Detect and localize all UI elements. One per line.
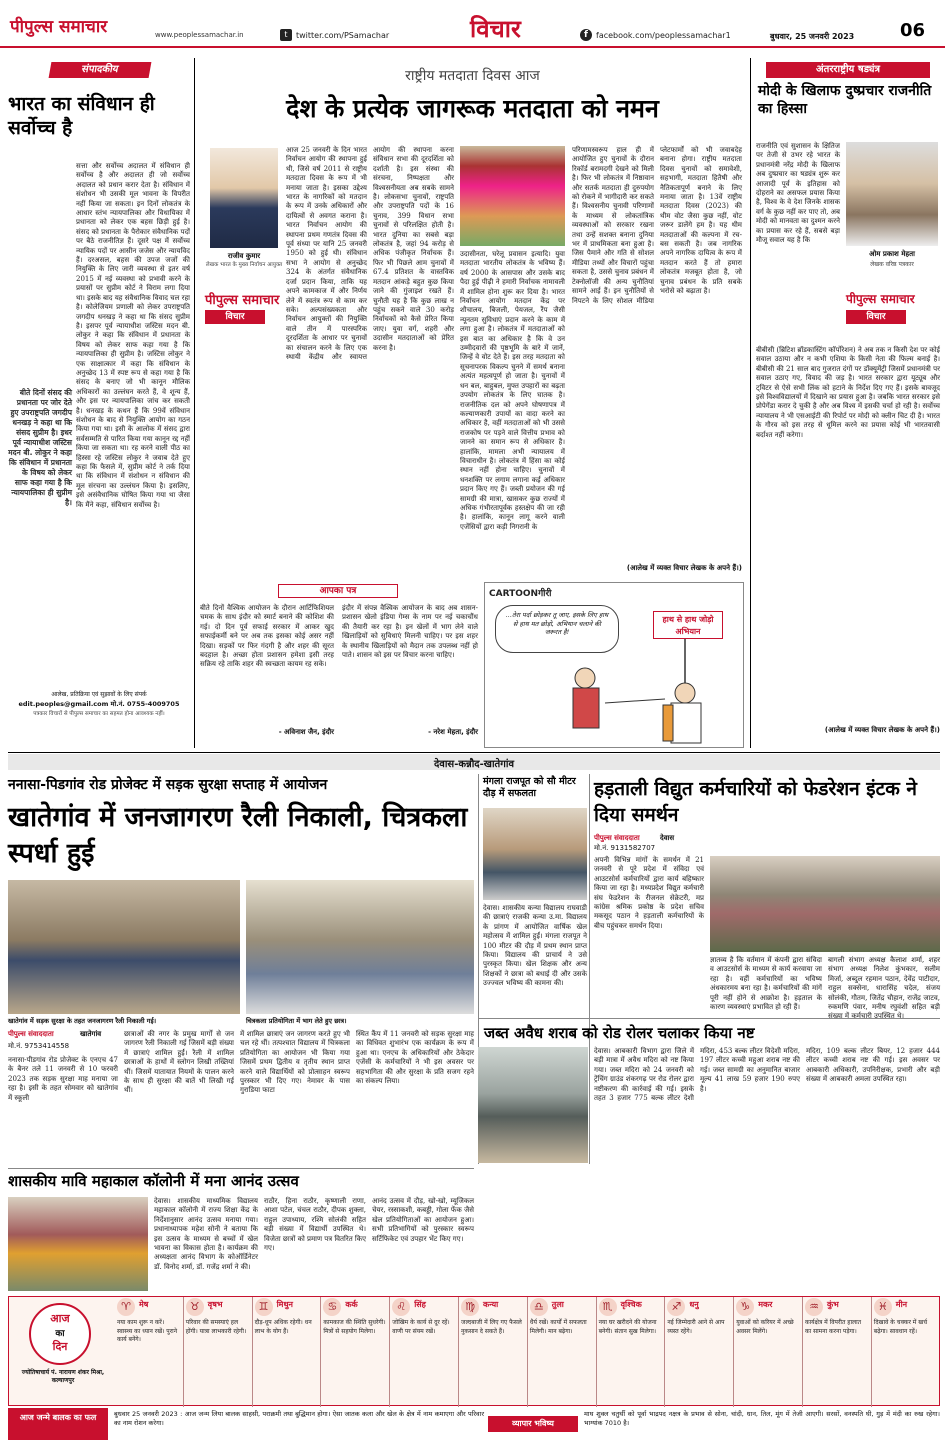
story4-body: देवास। आबकारी विभाग द्वारा जिले में बड़ी मात्रा में अवैध मदिरा को नष्ट किया गया। जब्त मदिरा को 24 जनवरी को ट्रेंचिंग ग्राउंड शंकरगढ़ पर रोड रोलर द्वारा नष्टीकरण की कार्रवाई की गई। इसके तहत 3 हजार 775 बल्क लीटर देशी मदिरा, 453 बल्क लीटर विदेशी मदिरा, 197 लीटर कच्ची महुआ शराब नष्ट की गई। जब्त सामग्री का अनुमानित बाजार मूल्य 41 लाख 59 हजार 190 रुपए है।: [594, 1047, 800, 1103]
region-bar: [8, 754, 940, 770]
zodiac-name: मिथुन: [276, 1300, 294, 1309]
zodiac-name: मेष: [139, 1300, 149, 1309]
story4-col2: मदिरा, 109 बल्क लीटर बियर, 12 हजार 444 लीटर कच्ची शराब नष्ट की गई। इस अवसर पर आबकारी अधिकारी, उपनिरीक्षक, प्रभारी और बड़ी संख्या में आबकारी अमला उपस्थित रहा।: [806, 1047, 940, 1084]
zodiac-text: जोखिम के कार्य से दूर रहें। वाणी पर संयम रखें।: [392, 1319, 450, 1335]
story2-body: देवास। शासकीय कन्या विद्यालय राघवाडी की छात्राएं राजकी कन्या उ.मा. विद्यालय के प्रांगण में आयोजित वार्षिक खेल महोत्सव में शामिल हुईं। मंगला राजपूत ने 100 मीटर की दौड़ में प्रथम स्थान प्राप्त किया। विद्यालय की प्राचार्य ने उसे पुरस्कृत किया। खेल शिक्षक और अन्य शिक्षकों ने छात्रा को बधाई दी और उसके उज्ज्वल भविष्य की कामना की।: [483, 904, 587, 988]
story-5: [8, 1168, 474, 1292]
editorial-disclaimer: पत्रकार विचारों से पीपुल्स समाचार का सहमत होना आवश्यक नहीं।: [33, 711, 165, 717]
international-tag: अंतरराष्ट्रीय षड्यंत्र: [766, 62, 930, 78]
voters-queue-photo: [460, 146, 565, 246]
website-link[interactable]: www.peoplessamachar.in: [155, 31, 244, 39]
editorial-footer-1: आलेख, प्रतिक्रिया एवं सुझावों के लिए संपर्क: [51, 691, 147, 698]
int-brand-tag: विचार: [846, 310, 906, 324]
editorial-title: भारत का संविधान ही सर्वोच्च है: [8, 93, 155, 139]
zodiac-kumbh: [803, 1297, 872, 1407]
today-label-2: का: [55, 1329, 65, 1339]
zodiac-text: कार्यक्षेत्र में विपरीत हालात का सामना करना पड़ेगा।: [805, 1319, 862, 1335]
lead-kicker: राष्ट्रीय मतदाता दिवस आज: [405, 68, 540, 84]
zodiac-tula: [528, 1297, 597, 1407]
story1-title: खातेगांव में जनजागरण रैली निकाली, चित्रकला स्पर्धा हुई: [8, 802, 468, 869]
zodiac-name: सिंह: [414, 1300, 426, 1309]
letters-tag: आपका पत्र: [278, 584, 398, 598]
story1-col4: स्थित कैंप में 11 जनवरी को सड़क सुरक्षा माह का विधिवत शुभारंभ एक कार्यक्रम के रूप में हुआ था। एनएच के अधिकारियों और ठेकेदार एजेंसी के कर्मचारियों ने भी इस अवसर पर सहभागिता की और सुरक्षा के प्रति सजग रहने का संकल्प लिया।: [356, 1030, 474, 1086]
story1-phone: मो.नं. 9753414558: [8, 1042, 70, 1050]
zodiac-text: दौड़-धूप अधिक रहेगी। धन लाभ के योग हैं।: [254, 1319, 312, 1335]
cartoon-sign: हाथ से हाथ जोड़ो अभियान: [653, 611, 723, 639]
story3-col3: बागली संभाग अध्यक्ष कैलाश शर्मा, शहर संभाग अध्यक्ष निलेश कुंभकार, सलीम मिर्जा, अब्दुल रहमान पठान, देवेंद्र पाटीदार, राहुल सक्सेना, धारासिंह चदेल, संजय सोलंकी, गौतम, जितेंद्र चौहान, राजेंद्र जाटव, रुकमणि पंवार, मनीष रघुवंशी सहित बड़ी संख्या में कर्मचारी उपस्थित थे।: [828, 956, 940, 1021]
aquarius-icon: ♒: [805, 1298, 823, 1316]
rally-caption: खातेगांव में सड़क सुरक्षा के तहत जनजागरण रैली निकाली गई।: [8, 1017, 157, 1025]
editorial-pullquote: बीते दिनों संसद की प्रधानता पर जोर देते हुए उपराष्ट्रपति जगदीप धनखड़ ने कहा था कि संसद सुप्रीम है। इधर पूर्व न्यायाधीश जस्टिस मदन बी. लोकुर ने कहा कि संविधान में प्रधानता के विषय को लेकर साफ कहा गया है कि न्यायपालिका ही सुप्रीम है।: [8, 388, 72, 507]
story3-col1: अपनी विभिन्न मांगों के समर्थन में 21 जनवरी से पूरे प्रदेश में संविदा एवं आउटसोर्स कर्मचारियों द्वारा कार्य बहिष्कार किया जा रहा है। मध्यप्रदेश विद्युत कर्मचारी संघ फेडरेशन के रीजनल सेक्रेटरी, मप्र कांग्रेस श्रमिक प्रकोष्ठ के प्रदेश सचिव मकसूद पठान ने हड़ताली कर्मचारियों के बीच पहुंचकर समर्थन दिया।: [594, 856, 704, 930]
story3-phone: मो.नं. 9131582707: [594, 844, 656, 852]
zodiac-name: वृषभ: [207, 1300, 223, 1309]
story3-byline: पीपुल्स संवाददाता: [594, 834, 640, 842]
section-title: विचार: [470, 15, 521, 43]
story1-byline: पीपुल्स संवाददाता: [8, 1030, 54, 1038]
masthead: [0, 0, 945, 48]
author-photo: [210, 148, 278, 248]
lead-brand-tag: विचार: [205, 310, 265, 324]
page-number: 06: [900, 20, 926, 41]
int-author-role: लेखक वरिष्ठ पत्रकार: [870, 261, 914, 268]
scorpio-icon: ♏: [599, 1298, 617, 1316]
region-title: देवास-कन्नौद-खातेगांव: [433, 759, 515, 770]
lead-column-3: परिणामस्वरूप हाल ही में आयोजित हुए चुनावों के दौरान रिकॉर्ड बरामदगी देखने को मिली है। फिर भी लोकतंत्र में निष्ठावान और सतर्क मतदाता ही दुरुपयोग को रोकने में भागीदारी कर सकते हैं। विश्वसनीय चुनावी परिणामों के माध्यम से लोकतांत्रिक व्यवस्थाओं को सरकार रखना तथा उन्हें सशक्त बनाना दुनिया भर में प्राथमिकता बना हुआ है। जिस पैमाने और गति से सोशल मीडिया तथ्यों और विचारों पहुंचा सकता है, उससे चुनाव प्रबंधन में टेक्नोलॉजी की अन्य चुनौतियां सामने आई हैं। इन चुनौतियों से निपटने के लिए सोशल मीडिया प्लेटफार्मों को भी जवाबदेह बनाना होगा। राष्ट्रीय मतदाता दिवस चुनावों को समावेशी, सहभागी, मतदाता हितैषी और नैतिकतापूर्ण बनाने के लिए मनाया जाता है। 13वें राष्ट्रीय मतदाता दिवस (2023) की थीम वोट जैसा कुछ नहीं, वोट जरूर डालेंगे हम है। यह थीम मतदाताओं की कल्पना में रच-बस सकती है। जब नागरिक अपने नागरिक दायित्व के रूप में मतदान करते हैं तो हमारा लोकतंत्र मजबूत होता है, जो चुनाव प्रबंधन के प्रति सबके भरोसे को बढ़ाता है।: [572, 146, 742, 305]
cartoon-drawing: [485, 583, 745, 749]
birth-label: आज जन्मे बालक का फल: [8, 1408, 108, 1440]
rally-photo: [8, 880, 240, 1014]
story-1: [8, 774, 474, 1164]
zodiac-text: धैर्य रखें। कार्यों में सफलता मिलेगी। मान बढ़ेगा।: [529, 1319, 587, 1335]
aries-icon: ♈: [117, 1298, 135, 1316]
today-label-3: दिन: [52, 1340, 68, 1353]
international-col-a: राजनीति एवं सुशासन के क्षितिज पर तेजी से उभर रहे भारत के प्रधानमंत्री नरेंद्र मोदी के खिलाफ अब दुष्प्रचार का षड्यंत्र शुरू कर आजादी पूर्व के इतिहास को दोहराने का असफल प्रयास किया है, विश्व के वे देश जिनके शासक वर्ग के कुछ नहीं कर पाए तो, अब मोदी को मानवता का दुश्मन करने का प्रयास कर रहे हैं, सबसे बड़ा मौजू सवाल यह है कि: [756, 142, 840, 245]
zodiac-text: नई जिम्मेदारी आने से आप व्यस्त रहेंगे।: [667, 1319, 725, 1335]
letter-1: बीते दिनों वैश्विक आयोजन के दौरान आर्टिफिशियल चमक के साथ इंदौर को स्मार्ट बनाने की कोशिश की गई। दो दिन पूर्व सफाई सरकार में आकर खुद सफाईकर्मी बने पर अब तक इसका कोई असर नहीं दिखा। सड़कों पर फिर गंदगी है और शहर की सूरत बदहाल है। अच्छा होता प्रशासन हमेशा इसी तरह सक्रिय रहे ताकि शहर की स्वच्छता कायम रह सके।: [200, 604, 334, 669]
twitter-icon: t: [280, 29, 292, 41]
zodiac-meen: [872, 1297, 941, 1407]
zodiac-vrishabh: [184, 1297, 253, 1407]
gemini-icon: ♊: [255, 1298, 273, 1316]
international-section: [756, 58, 940, 748]
letters-section: [200, 582, 478, 748]
story1-col3: में शामिल छात्राएं जन जागरण करते हुए भी चल रहे थीं। तत्पश्चात विद्यालय में चित्रकला प्रतियोगिता का आयोजन भी किया गया जिसमें प्रथम द्वितीय व तृतीय स्थान प्राप्त करने वाले विद्यार्थियों को प्रोत्साहन स्वरूप पुरस्कार भी दिए गए। नेमावर के पास गुराडिया फाटा: [240, 1030, 350, 1095]
letter-2-sign: - नरेश मेहता, इंदौर: [428, 728, 478, 736]
lead-closing: (आलेख में व्यक्त विचार लेखक के अपने हैं।): [626, 564, 742, 572]
today-badge: [29, 1303, 91, 1365]
story1-place: खातेगांव: [80, 1030, 102, 1038]
facebook-link[interactable]: facebook.com/peoplessamachar1: [596, 31, 731, 40]
editorial-tag: संपादकीय: [49, 62, 152, 78]
libra-icon: ♎: [530, 1298, 548, 1316]
letter-2: इंदौर में संपन्न वैश्विक आयोजन के बाद अब शासन-प्रशासन खेलो इंडिया गेम्स के नाम पर नई चकाचौंध की तैयारी कर रहा है। इन खेलों में भाग लेने वाले खिलाड़ियों को सुविधाएं मिलनी चाहिए। पर इस शहर के स्थानीय खिलाड़ियों को मैदान तक उपलब्ध नहीं हो पाते। शासन को इस पर विचार करना चाहिए।: [342, 604, 478, 660]
capricorn-icon: ♑: [736, 1298, 754, 1316]
cartoon-bubble: ...तेरा पर्दा छोड़कर तू जाए, इसके लिए हाथ से हाथ मत छोड़ो, अभियान चलाने की जरूरत है!: [495, 605, 619, 653]
zodiac-text: दिखावे के चक्कर में खर्च बढ़ेगा। सावधान रहें।: [873, 1319, 928, 1335]
story1-kicker: ननासा-पिडगांव रोड प्रोजेक्ट में सड़क सुरक्षा सप्ताह में आयोजन: [8, 777, 328, 793]
story3-title: हड़ताली विद्युत कर्मचारियों को फेडरेशन इंटक ने दिया समर्थन: [594, 778, 917, 826]
zodiac-mesh: [115, 1297, 184, 1407]
leo-icon: ♌: [392, 1298, 410, 1316]
author-role: लेखक भारत के मुख्य निर्वाचन आयुक्त: [205, 262, 283, 268]
taurus-icon: ♉: [186, 1298, 204, 1316]
story1-col1: ननासा-पीडगांव रोड प्रोजेक्ट के एनएच 47 के बैनर तले 11 जनवरी से 10 फरवरी 2023 तक सड़क सुरक्षा माह मनाया जा रहा है। इसी के तहत सोमवार को खातेगांव में स्कूली: [8, 1056, 118, 1102]
zodiac-makar: [734, 1297, 803, 1407]
story3-place: देवास: [660, 834, 675, 842]
lead-column-2: उदासीनता, घरेलू प्रवासन इत्यादि। युवा मतदाता भारतीय लोकतंत्र के भविष्य हैं। वर्ष 2000 के आसपास और उसके बाद पैदा हुई पीढ़ी ने हमारी निर्वाचक नामावली में शामिल होना शुरू कर दिया है। भारत निर्वाचन आयोग मतदान केंद्र पर शौचालय, बिजली, पेयजल, रैंप जैसी न्यूनतम सुविधाएं प्रदान करने के काम में लगा हुआ है। लोकतंत्र में मतदाताओं को इस बात का अधिकार है कि वे उन उम्मीदवारों की पृष्ठभूमि के बारे में जानें, जिन्हें वे वोट देते हैं। इस तरह मतदाता को सूचनापरक विकल्प चुनने में समर्थ बनाना अत्यंत महत्वपूर्ण हो जाता है। चुनावों में धन बल, बाहुबल, मुफ्त उपहारों का बढ़ता उपयोग लोकतंत्र के लिए घातक है। राजनीतिक दल को अपने घोषणापत्र में कल्याणकारी उपायों का वादा करने का अधिकार है, वहीं मतदाताओं को भी उससे राजकोष पर पड़ने वाले वित्तीय प्रभाव को जानने का समान रूप से अधिकार है। हालांकि, मामला अभी न्यायालय में विचाराधीन है। लोकतंत्र में हिंसा का कोई स्थान नहीं होना चाहिए। चुनावों में धनशक्ति पर लगाम लगाना कई अधिकार प्रदान किए गए हैं। जब्ती प्रयोजन की गई सामग्री की मात्रा, खासकर कुछ राज्यों में अधिक गंभीरतापूर्वक हस्तक्षेप की जा रही है। हालांकि, कानून लागू करने वाली एजेंसियों द्वारा कड़ी निगरानी के: [460, 250, 565, 531]
int-brand: पीपुल्स समाचार: [846, 292, 915, 306]
drawing-caption: चित्रकला प्रतियोगिता में भाग लेते हुए छात्र।: [246, 1017, 347, 1025]
om-prakash-photo: [846, 142, 938, 246]
zodiac-text: नया घर खरीदने की योजना बनेगी। संतान सुख मिलेगा।: [598, 1319, 657, 1335]
runner-photo: [483, 808, 587, 900]
story2-title: मंगला राजपूत को सौ मीटर दौड़ में सफलता: [483, 776, 576, 799]
zodiac-name: कन्या: [483, 1300, 499, 1309]
strike-photo: [710, 856, 940, 952]
zodiac-mithun: [253, 1297, 322, 1407]
international-col-b: बीबीसी (ब्रिटिश ब्रॉडकास्टिंग कॉर्पोरेशन) ने अब तक न किसी देश पर कोई सवाल उठाया और न कभी एशिया के किसी नेता की फिल्म बनाई है। बीबीसी की 21 साल बाद गुजरात दंगों पर डॉक्यूमेंट्री जिसमें प्रधानमंत्री पर सवाल उठाए गए, विवाद की जड़ है। भारत सरकार द्वारा यूट्यूब और ट्विटर से ऐसे सभी लिंक को हटाने के निर्देश दिए गए हैं। इसके बावजूद इसे विश्वविद्यालयों में दिखाने का प्रयास हुआ है। जबकि भारत सरकार इसे प्रोपेगेंडा करार दे चुकी है और अब विश्व में इसकी चर्चा हो रही है। सर्वोच्च न्यायालय ने भी एसआईटी की रिपोर्ट पर मोदी को क्लीन चिट दी है। भारत के गौरव को इस तरह से धूमिल करने का प्रयास कोई भी भारतवासी बर्दाश्त नहीं करेगा।: [756, 346, 940, 439]
twitter-link[interactable]: twitter.com/PSamachar: [296, 31, 390, 40]
cartoon-label: CARTOONगीरी: [489, 589, 552, 599]
international-title: मोदी के खिलाफ दुष्प्रचार राजनीति का हिस्सा: [758, 83, 932, 117]
liquor-photo: [478, 1047, 588, 1163]
virgo-icon: ♍: [461, 1298, 479, 1316]
letter-1-sign: - अविनाश जैन, इंदौर: [278, 728, 334, 736]
story-4-extra: [478, 1168, 940, 1292]
sagittarius-icon: ♐: [667, 1298, 685, 1316]
astrologer-info: ज्योतिषाचार्य पं. नारायण शंकर मिश्रा, कल्याणपुर: [21, 1369, 105, 1384]
zodiac-name: तुला: [551, 1300, 564, 1309]
zodiac-kanya: [459, 1297, 528, 1407]
lead-article: [200, 58, 745, 578]
pisces-icon: ♓: [874, 1298, 892, 1316]
students-photo: [8, 1197, 148, 1291]
zodiac-name: मीन: [895, 1300, 908, 1309]
lead-title: देश के प्रत्येक जागरूक मतदाता को नमन: [286, 94, 659, 123]
story5-title: शासकीय मावि महाकाल कॉलोनी में मना आनंद उत्सव: [8, 1172, 299, 1190]
zodiac-text: कामकाज की स्थिति सुधरेगी। मित्रों से सहयोग मिलेगा।: [323, 1319, 386, 1335]
international-closing: (आलेख में व्यक्त विचार लेखक के अपने हैं।): [824, 726, 940, 734]
story5-col2: राठौर, हिना राठौर, कृष्णाली राणा, आशा पटेल, चंचल राठौर, दीपक शुक्ला, राहुल उपाध्याय, रश्मि सोलंकी सहित बड़ी संख्या में विद्यार्थी उपस्थित थे। विजेता छात्रों को प्रमाण पत्र वितरित किए गए।: [264, 1197, 366, 1253]
story-3: [594, 774, 940, 1021]
editorial-section: [8, 58, 190, 748]
zodiac-singh: [390, 1297, 459, 1407]
zodiac-name: कुंभ: [827, 1300, 839, 1309]
story1-col2: छात्राओं की नगर के प्रमुख मार्गों से जन जागरण रैली निकाली गई जिसमें बड़ी संख्या में छात्राएं शामिल हुईं। रैली में शामिल छात्राओं के हाथों में स्लोगन लिखी तख्तियां थीं। जिसमें यातायात नियमों के पालन करने के साथ ही सुरक्षा की बातें भी लिखी गई थीं।: [124, 1030, 234, 1095]
zodiac-text: युवाओं को करियर में अच्छे अवसर मिलेंगे।: [736, 1319, 794, 1335]
lead-brand: पीपुल्स समाचार: [205, 293, 280, 308]
story5-col1: देवास। शासकीय माध्यमिक विद्यालय महाकाल कॉलोनी में राज्य शिक्षा केंद्र के निर्देशानुसार आनंद उत्सव मनाया गया। प्रधानाध्यापक महेश सोनी ने बताया कि इस उत्सव के माध्यम से बच्चों में खेल भावना का विकास होता है। कार्यक्रम की अध्यक्षता आनंद विभाग के कोऑर्डिनेटर डॉ. विनोद शर्मा, डॉ. गजेंद्र शर्मा ने की।: [154, 1197, 258, 1271]
editorial-body: सत्ता और सर्वोच्च अदालत में संविधान ही सर्वोच्च है और अदालत ही जो सर्वोच्च अदालत को प्रधान करार देता है। संविधान में संशोधन भी उसकी मूल भावना के विपरीत नहीं किया जा सकता। इन दिनों लोकतंत्र के आधार स्तंभ न्यायपालिका और विधायिका में प्रधानता को लेकर एक बहस छिड़ी हुई है। संसद को प्रधानता के पैरोकार संवैधानिक पदों पर बैठे राजनीतिज्ञ हैं। दूसरे पक्ष में सर्वोच्च न्यायिक पदों पर आसीन जजेस और न्यायविद हैं। दरअसल, बहस की उपज जजों की नियुक्ति के लिए जारी व्यवस्था से इतर वर्ष 2015 में नई व्यवस्था को प्रभावी करने के प्रयासों पर सुप्रीम कोर्ट ने विराम लगा दिया था। इसके बाद यह संवैधानिक विवाद चल रहा है। कोलेजियम प्रणाली को लेकर उपराष्ट्रपति जगदीप धनखड़ ने कहा था कि संसद सुप्रीम है। इसपर पूर्व न्यायाधीश जस्टिस मदन बी. लोकुर ने कहा कि संविधान में प्रधानता के विषय को लेकर साफ कहा गया है कि न्यायपालिका ही सुप्रीम है। जस्टिस लोकुर ने एक साक्षात्कार में कहा कि संविधान के अनुच्छेद 13 में स्पष्ट रूप से कहा गया है कि संसद के बनाए जो भी कानून मौलिक अधिकारों का उल्लंघन करते हैं, वे शून्य हैं, और इस पर न्यायपालिका जांच कर सकती है। धनखड़ के कथन हैं कि 99वें संविधान संशोधन के बाद से नियुक्ति आयोग का गठन किया गया था। इसी के आलोक में संसद द्वारा सर्वसम्मति से पारित किया गया कानून रद्द नहीं किया जा सकता था। रह करने वाली पीठ का हिस्सा रहे जस्टिस लोकुर ने जवाब देते हुए कहा कि फैसले में, सुप्रीम कोर्ट ने तर्क दिया था कि संविधान में संशोधन न संविधान की मूल संरचना का उल्लंघन किया है। इसलिए, इसे असंवैधानिक घोषित किया गया था जैसा कि मैंने कहा, संविधान सर्वोच्च है।: [76, 162, 190, 509]
zodiac-name: वृश्चिक: [620, 1300, 642, 1309]
editorial-email[interactable]: edit.peoples@gmail.com मो.नं. 0755-4009705: [18, 700, 180, 708]
trade-text: माघ शुक्ल चतुर्थी को पूर्वा भाद्रपद नक्षत्र के प्रभाव से सोना, चांदी, धान, तिल, मूंग में तेजी आएगी। सरसों, वनस्पति घी, गुड़ में मंदी का रुख रहेगा। भाग्यांक 7010 है।: [584, 1410, 940, 1427]
story-4: [478, 1018, 940, 1164]
zodiac-name: मकर: [758, 1300, 773, 1309]
birth-strip: [8, 1408, 940, 1440]
today-label-1: आज: [50, 1312, 70, 1325]
author-name: राजीव कुमार: [227, 252, 261, 260]
masthead-logo[interactable]: पीपुल्स समाचार: [10, 17, 108, 37]
story3-col2: ज्ञातव्य है कि वर्तमान में कंपनी द्वारा संविदा व आउटसोर्स के माध्यम से कार्य करवाया जा रहा है। वहीं कर्मचारियों का भविष्य अंधकारमय बना रहा है। कर्मचारियों की मांगें पूरी नहीं होने से आक्रोश है। हड़ताल के कारण व्यवस्थाएं प्रभावित हो रही हैं।: [710, 956, 822, 1012]
horoscope-section: [8, 1296, 940, 1406]
zodiac-text: नया काम शुरू न करें। स्वास्थ्य का ध्यान रखें। पुराने कार्य बनेंगे।: [117, 1319, 178, 1343]
zodiac-grid: [115, 1297, 941, 1407]
lead-column-1: आज 25 जनवरी के दिन भारत निर्वाचन आयोग की स्थापना हुई थी, जिसे वर्ष 2011 से राष्ट्रीय मतदाता दिवस के रूप में भी मनाया जाता है। इसका उद्देश्य भारत के नागरिकों को मतदान के रूप में उनके अधिकारों और दायित्वों से अवगत कराना है। भारत निर्वाचन आयोग की स्थापना प्रथम गणतंत्र दिवस की पूर्व संध्या पर यानि 25 जनवरी 1950 को हुई थी। संविधान सभा ने आयोग से अनुच्छेद 324 के अंतर्गत संवैधानिक दर्जा प्रदान किया, ताकि यह अपने कामकाज में और निर्णय लेने में स्वतंत्र रूप से काम कर सके। अल्पसंख्यकता और निर्वाचन आयुक्तों की नियुक्ति वाले तीन में पारस्परिक दूरदर्शिता के आधार पर चुनावों का संचालन करने के लिए एक स्थायी केंद्रीय और स्वायत्त आयोग की स्थापना करना संविधान सभा की दूरदर्शिता को दर्शाती है। इस संस्था की संरचना, निष्पक्षता और विश्वसनीयता अब सबके सामने है। लोकसभा चुनावों, राष्ट्रपति और उपराष्ट्रपति पदों के 16 चुनाव, 399 विधान सभा चुनावों से परिलक्षित होती है। भारत दुनिया का सबसे बड़ा लोकतंत्र है, जहां 94 करोड़ से अधिक पंजीकृत निर्वाचक हैं। फिर भी पिछले आम चुनावों में 67.4 प्रतिशत के वास्तविक मतदान आंकड़े बहुत कुछ किया जाने की गुंजाइश रखते हैं। चुनौती यह है कि कुछ लाख न पहुंच सकने वाले 30 करोड़ निर्वाचकों को कैसे प्रेरित किया जाए। युवा वर्ग, शहरी और उदासीन मतदाताओं को प्रेरित करना है।: [286, 146, 454, 361]
drawing-photo: [246, 880, 474, 1014]
story5-col3: आनंद उत्सव में दौड़, खो-खो, म्यूजिकल चेयर, रस्साकशी, कबड्डी, गोला फेंक जैसे खेल प्रतियोगिताओं का आयोजन हुआ। सभी प्रतिभागियों को पुरस्कार स्वरूप सर्टिफिकेट एवं उपहार भेंट किए गए।: [372, 1197, 474, 1243]
zodiac-kark: [321, 1297, 390, 1407]
cartoon-panel: [484, 582, 744, 748]
zodiac-name: धनु: [689, 1300, 699, 1309]
story4-title: जब्त अवैध शराब को रोड रोलर चलाकर किया नष्ट: [484, 1024, 755, 1042]
facebook-icon: f: [580, 29, 592, 41]
zodiac-dhanu: [665, 1297, 734, 1407]
zodiac-vrishchik: [597, 1297, 666, 1407]
birth-text: बुधवार 25 जनवरी 2023 : आज जन्म लिया बालक साहसी, पराक्रमी तथा बुद्धिमान होगा। ऐसा जातक कला और खेल के क्षेत्र में नाम कमाएगा और परिवार का नाम रोशन करेगा।: [114, 1410, 484, 1427]
zodiac-text: जल्दबाजी में लिए गए फैसले नुकसान दे सकते हैं।: [461, 1319, 522, 1335]
cancer-icon: ♋: [323, 1298, 341, 1316]
masthead-date: बुधवार, 25 जनवरी 2023: [770, 32, 855, 41]
int-author-name: ओम प्रकाश मेहता: [869, 250, 915, 258]
zodiac-name: कर्क: [345, 1300, 358, 1309]
zodiac-text: परिवार की समस्याएं हल होंगी। यात्रा लाभकारी रहेगी।: [185, 1319, 247, 1335]
trade-label: व्यापार भविष्य: [488, 1416, 578, 1432]
